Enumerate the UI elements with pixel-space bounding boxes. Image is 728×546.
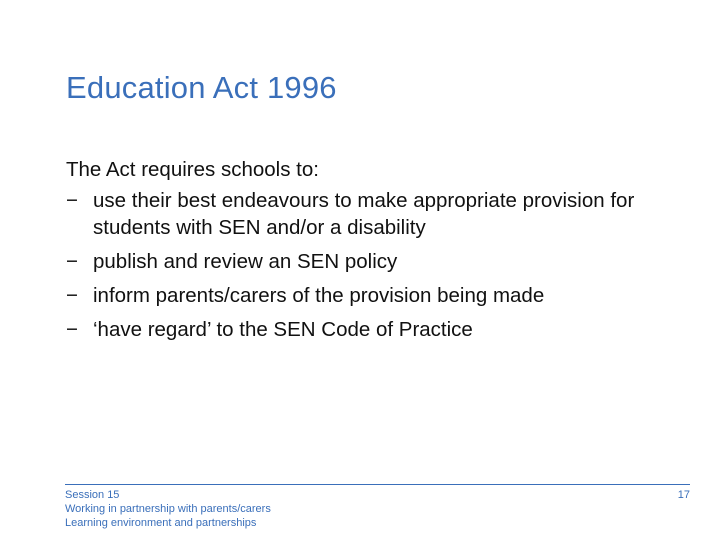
footer-session: Session 15: [65, 489, 120, 501]
intro-text: The Act requires schools to:: [66, 158, 319, 181]
bullet-dash: −: [66, 284, 78, 307]
bullet-item: [66, 316, 686, 343]
bullet-text: publish and review an SEN policy: [93, 250, 398, 273]
bullet-item: [66, 187, 686, 241]
bullet-dash: −: [66, 189, 78, 212]
footer-topic: Working in partnership with parents/carers: [65, 503, 271, 515]
bullet-item: [66, 282, 686, 309]
footer-divider: [65, 484, 690, 485]
bullet-text: inform parents/carers of the provision being made: [93, 284, 545, 307]
slide-body: [66, 156, 686, 350]
bullet-list: [66, 187, 686, 343]
slide-title: Education Act 1996: [66, 70, 337, 105]
footer-module: Learning environment and partnerships: [65, 517, 257, 529]
bullet-text: ‘have regard’ to the SEN Code of Practice: [93, 318, 473, 341]
bullet-dash: −: [66, 318, 78, 341]
bullet-text: use their best endeavours to make appropriate provision for students with SEN and/or a disability: [93, 189, 635, 239]
footer: [65, 488, 690, 530]
page-number: 17: [677, 489, 690, 501]
bullet-dash: −: [66, 250, 78, 273]
bullet-item: [66, 248, 686, 275]
